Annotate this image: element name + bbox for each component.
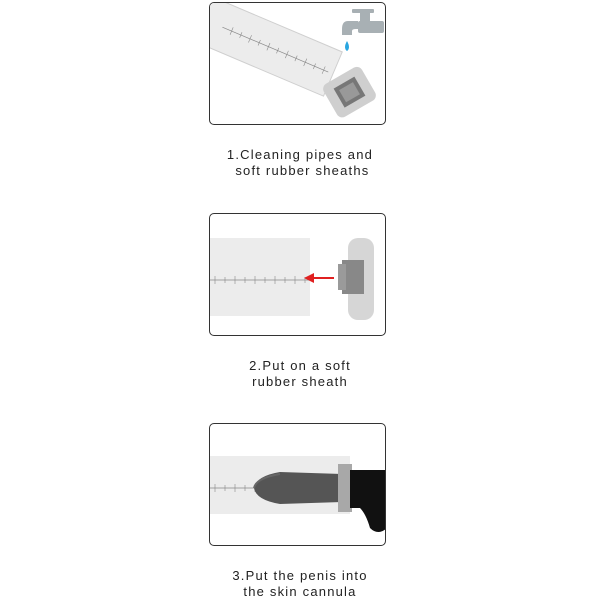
step-2-caption — [0, 358, 600, 390]
sheath-insert-arrow-icon — [210, 214, 386, 336]
step-2-panel — [209, 213, 386, 336]
step-1-caption — [0, 147, 600, 179]
step-1-panel — [209, 2, 386, 125]
step-3-caption-line2: the skin cannula — [243, 584, 357, 599]
step-1-caption-line2: soft rubber sheaths — [230, 163, 370, 178]
step-2-caption-line1: 2.Put on a soft — [249, 358, 351, 373]
insertion-icon — [210, 424, 386, 546]
step-3-caption-line1: 3.Put the penis into — [232, 568, 368, 583]
step-1-caption-line1: 1.Cleaning pipes and — [226, 147, 374, 162]
step-2-caption-line2: rubber sheath — [252, 374, 348, 389]
step-3-caption — [0, 568, 600, 600]
faucet-and-tube-icon — [210, 3, 386, 125]
step-3-panel — [209, 423, 386, 546]
